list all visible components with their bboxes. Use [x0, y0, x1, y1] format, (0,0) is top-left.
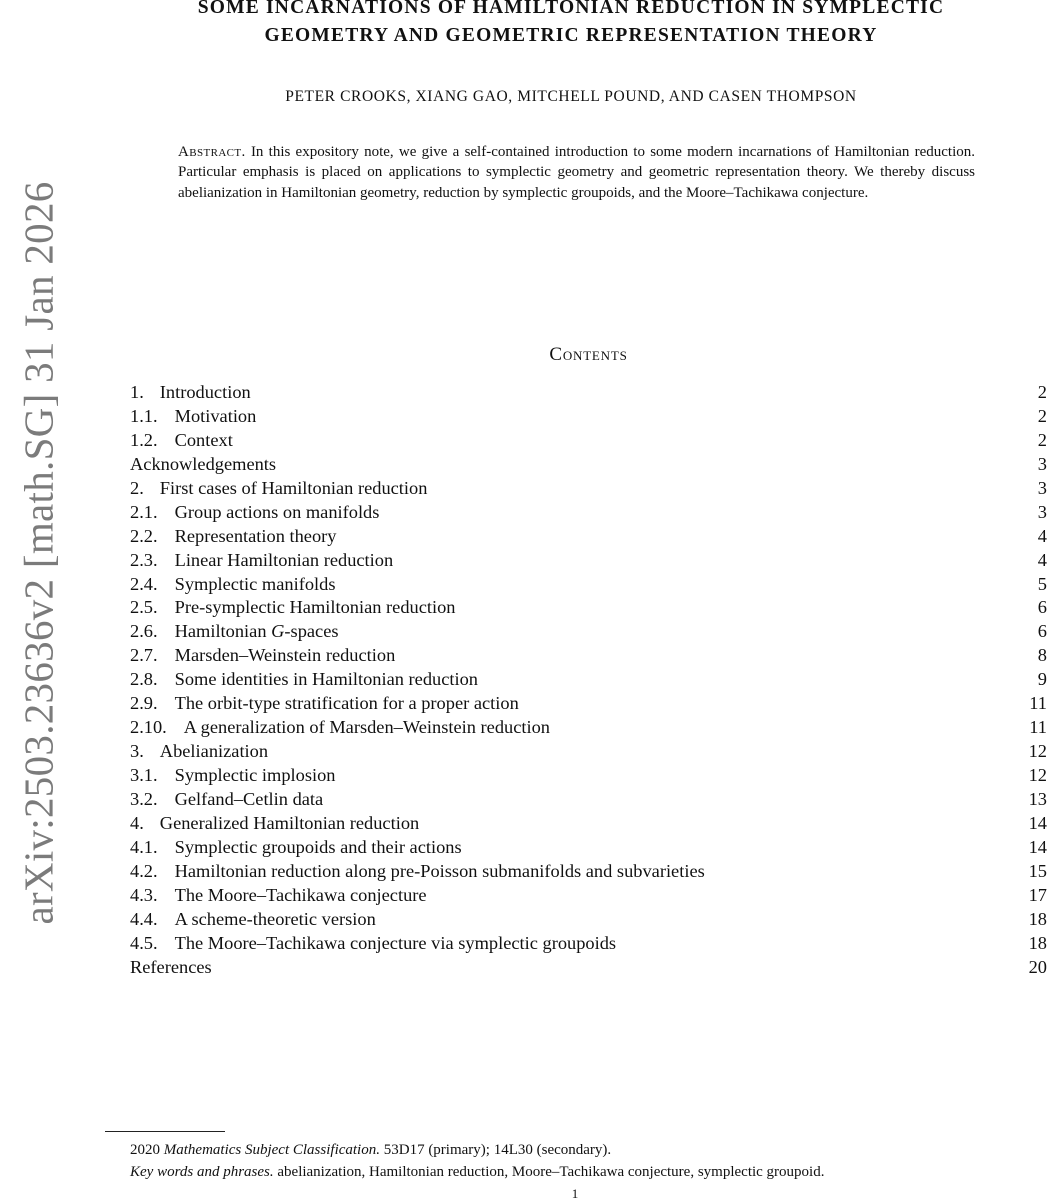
toc-entry[interactable]: [130, 525, 1047, 549]
toc-entry-page: 14: [1028, 812, 1047, 833]
toc-entry[interactable]: [130, 620, 1047, 644]
toc-entry-title: Hamiltonian reduction along pre-Poisson submanifolds and subvarieties: [174, 860, 705, 881]
toc-entry[interactable]: [130, 692, 1047, 716]
toc-entry-number: 2.7.: [130, 645, 158, 666]
msc-text: 53D17 (primary); 14L30 (secondary).: [383, 1142, 612, 1158]
toc-entry-title: Symplectic groupoids and their actions: [174, 836, 462, 857]
toc-entry[interactable]: [130, 788, 1047, 812]
toc-entry-title: Some identities in Hamiltonian reduction: [174, 669, 478, 690]
toc-entry-title: Motivation: [174, 405, 257, 426]
toc-entry-title: Hamiltonian G-spaces: [174, 621, 339, 642]
toc-entry-title: A generalization of Marsden–Weinstein reduction: [183, 717, 550, 738]
toc-entry[interactable]: [130, 956, 1047, 980]
toc-entry-number: 2.8.: [130, 669, 158, 690]
footnote-rule: [105, 1131, 225, 1132]
toc-entry-title: First cases of Hamiltonian reduction: [159, 477, 428, 498]
toc-entry[interactable]: [130, 644, 1047, 668]
toc-entry-title: Generalized Hamiltonian reduction: [159, 812, 420, 833]
toc-entry[interactable]: [130, 596, 1047, 620]
toc-entry-number: 2.: [130, 477, 144, 498]
toc-entry-number: 2.10.: [130, 717, 167, 738]
keywords-label: Key words and phrases.: [130, 1164, 274, 1180]
toc-entry-number: 2.9.: [130, 693, 158, 714]
msc-label: Mathematics Subject Classification.: [163, 1142, 380, 1158]
toc-entry-page: 13: [1028, 788, 1047, 809]
contents-heading: Contents: [549, 344, 628, 365]
abstract-label: Abstract.: [178, 144, 246, 160]
abstract-text: In this expository note, we give a self-contained introduction to some modern incarnations of Hamiltonian reduction. Particular emphasis is placed on applications to symplectic geometry and geometric representation theory. We thereby discuss abelianization in Hamiltonian geometry, reduction by symplectic groupoids, and the Moore–Tachikawa conjecture.: [178, 144, 975, 201]
toc-entry[interactable]: [130, 668, 1047, 692]
toc-entry-page: 12: [1028, 765, 1047, 785]
toc-entry[interactable]: [130, 932, 1047, 956]
footnote-keywords: [130, 1161, 1020, 1183]
toc-entry-title: Pre-symplectic Hamiltonian reduction: [174, 597, 456, 618]
toc-entry[interactable]: [130, 405, 1047, 429]
toc-entry-page: 6: [1037, 597, 1047, 618]
toc-entry-number: 1.: [130, 382, 144, 402]
title-line-2: GEOMETRY AND GEOMETRIC REPRESENTATION THEORY: [264, 25, 878, 46]
toc-entry-title: Introduction: [159, 382, 251, 402]
toc-entry[interactable]: [130, 453, 1047, 477]
toc-entry[interactable]: [130, 860, 1047, 884]
toc-entry-page: 9: [1037, 669, 1047, 690]
toc-entry[interactable]: [130, 381, 1047, 405]
toc-entry-page: 18: [1028, 908, 1047, 929]
toc-entry-number: 4.2.: [130, 860, 158, 881]
toc-entry-number: 2.5.: [130, 597, 158, 618]
toc-entry-page: 14: [1028, 836, 1047, 857]
toc-entry-number: 2.6.: [130, 621, 158, 642]
toc-entry-title: Symplectic implosion: [174, 765, 336, 785]
abstract: [178, 142, 975, 203]
keywords-text: abelianization, Hamiltonian reduction, Moore–Tachikawa conjecture, symplectic groupoid.: [277, 1164, 825, 1180]
toc-entry-number: 4.5.: [130, 932, 158, 953]
toc-entry-page: 20: [1028, 956, 1047, 977]
toc-entry[interactable]: [130, 908, 1047, 932]
paper-title: [120, 0, 1022, 50]
toc-entry-page: 3: [1037, 477, 1047, 498]
toc-entry-number: 4.1.: [130, 836, 158, 857]
toc-entry-page: 3: [1037, 501, 1047, 522]
toc-entry-page: 2: [1037, 382, 1047, 402]
toc-entry-page: 4: [1037, 549, 1047, 570]
toc-entry-title: Context: [174, 429, 233, 450]
toc-entry-title: The Moore–Tachikawa conjecture via symplectic groupoids: [174, 932, 617, 953]
toc-entry-page: 2: [1037, 429, 1047, 450]
toc-entry-number: 1.2.: [130, 429, 158, 450]
toc-entry[interactable]: [130, 740, 1047, 764]
toc-entry-number: 3.2.: [130, 788, 158, 809]
toc-entry-title: The orbit-type stratification for a proper action: [174, 693, 519, 714]
toc-entry-page: 5: [1037, 573, 1047, 594]
toc-entry-number: 4.4.: [130, 908, 158, 929]
toc-entry-number: 4.3.: [130, 884, 158, 905]
toc-entry-title: Acknowledgements: [130, 453, 277, 474]
toc-entry-page: 11: [1029, 693, 1047, 714]
toc-entry-page: 4: [1037, 525, 1047, 546]
toc-entry-title: Representation theory: [174, 525, 337, 546]
toc-entry[interactable]: [130, 549, 1047, 573]
toc-entry-number: 2.3.: [130, 549, 158, 570]
toc-entry-title: Marsden–Weinstein reduction: [174, 645, 396, 666]
toc-entry[interactable]: [130, 573, 1047, 597]
toc-entry-number: 2.1.: [130, 501, 158, 522]
toc-entry-title: A scheme-theoretic version: [174, 908, 376, 929]
toc-entry-number: 2.2.: [130, 525, 158, 546]
toc-entry-page: 2: [1037, 405, 1047, 426]
toc-entry-number: 1.1.: [130, 405, 158, 426]
toc-entry[interactable]: [130, 501, 1047, 525]
toc-entry-number: 4.: [130, 812, 144, 833]
toc-entry-page: 8: [1037, 645, 1047, 666]
msc-year: 2020: [130, 1142, 160, 1158]
toc-entry-title: Group actions on manifolds: [174, 501, 380, 522]
toc-entry-title: Gelfand–Cetlin data: [174, 788, 324, 809]
toc-entry[interactable]: [130, 716, 1047, 740]
toc-entry[interactable]: [130, 836, 1047, 860]
toc-entry[interactable]: [130, 477, 1047, 501]
toc-entry[interactable]: [130, 429, 1047, 453]
title-line-1: SOME INCARNATIONS OF HAMILTONIAN REDUCTION IN SYMPLECTIC: [197, 0, 945, 18]
authors: PETER CROOKS, XIANG GAO, MITCHELL POUND, AND CASEN THOMPSON: [285, 88, 857, 105]
toc-entry-page: 12: [1028, 741, 1047, 762]
toc-entry[interactable]: [130, 764, 1047, 788]
toc-entry-title: The Moore–Tachikawa conjecture: [174, 884, 427, 905]
toc-entry-title: References: [130, 956, 212, 977]
toc-entry-title: Abelianization: [159, 741, 269, 762]
footnote-msc: [130, 1139, 1020, 1161]
toc-entry[interactable]: [130, 884, 1047, 908]
toc-entry-number: 3.: [130, 741, 144, 762]
toc-entry-number: 2.4.: [130, 573, 158, 594]
toc-entry-number: 3.1.: [130, 765, 158, 785]
toc-entry-page: 6: [1037, 621, 1047, 642]
toc-entry-page: 18: [1028, 932, 1047, 953]
table-of-contents: [130, 381, 1047, 979]
toc-entry-page: 3: [1037, 453, 1047, 474]
arxiv-identifier: [16, 181, 62, 925]
toc-entry-page: 17: [1028, 884, 1047, 905]
toc-entry-title: Linear Hamiltonian reduction: [174, 549, 394, 570]
toc-entry-title: Symplectic manifolds: [174, 573, 336, 594]
toc-entry-page: 11: [1029, 717, 1047, 738]
page-number: 1: [571, 1186, 579, 1201]
toc-entry[interactable]: [130, 812, 1047, 836]
toc-entry-page: 15: [1028, 860, 1047, 881]
arxiv-identifier-text: arXiv:2503.23636v2 [math.SG] 31 Jan 2026: [16, 181, 62, 925]
